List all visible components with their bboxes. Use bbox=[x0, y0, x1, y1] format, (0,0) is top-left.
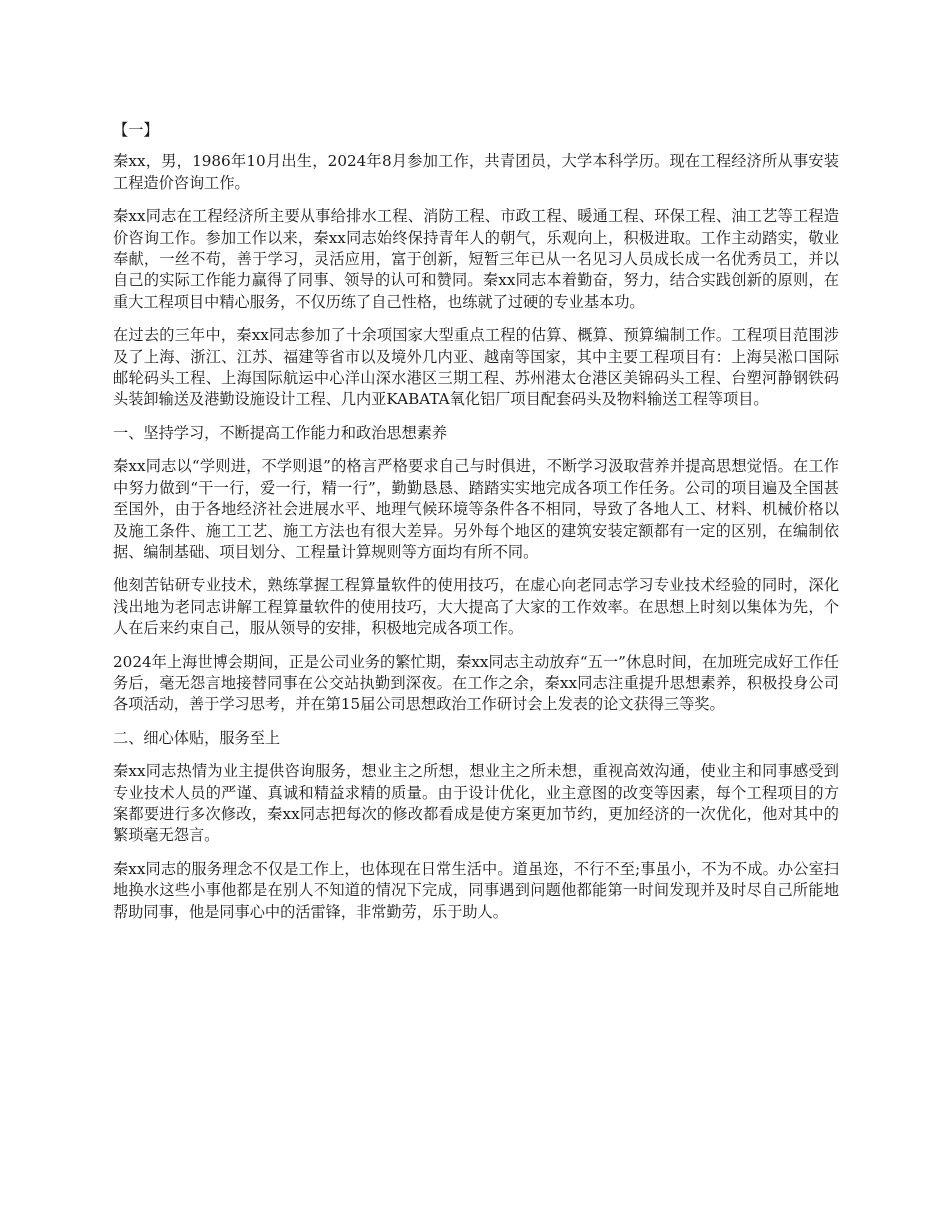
paragraph-study-2: 他刻苦钻研专业技术，熟练掌握工程算量软件的使用技巧，在虚心向老同志学习专业技术经验的同时，深化浅出地为老同志讲解工程算量软件的使用技巧，大大提高了大家的工作效率。在思想上时刻以集体为先，个人在后来约束自己，服从领导的安排，积极地完成各项工作。 bbox=[113, 576, 839, 638]
paragraph-service-1: 秦xx同志热情为业主提供咨询服务，想业主之所想，想业主之所未想，重视高效沟通，使业主和同事感受到专业技术人员的严谨、真诚和精益求精的质量。由于设计优化，业主意图的改变等因素，每个工程项目的方案都要进行多次修改，秦xx同志把每次的修改都看成是使方案更加节约，更加经济的一次优化，他对其中的繁琐毫无怨言。 bbox=[113, 762, 839, 845]
paragraph-work-overview: 秦xx同志在工程经济所主要从事给排水工程、消防工程、市政工程、暖通工程、环保工程、油工艺等工程造价咨询工作。参加工作以来，秦xx同志始终保持青年人的朝气，乐观向上，积极进取。工作主动踏实，敬业奉献，一丝不苟，善于学习，灵活应用，富于创新，短暂三年已从一名见习人员成长成一名优秀员工，并以自己的实际工作能力赢得了同事、领导的认可和赞同。秦xx同志本着勤奋，努力，结合实践创新的原则，在重大工程项目中精心服务，不仅历练了自己性格，也练就了过硬的专业基本功。 bbox=[113, 207, 839, 311]
paragraph-projects: 在过去的三年中，秦xx同志参加了十余项国家大型重点工程的估算、概算、预算编制工作。工程项目范围涉及了上海、浙江、江苏、福建等省市以及境外几内亚、越南等国家，其中主要工程项目有：上海吴淞口国际邮轮码头工程、上海国际航运中心洋山深水港区三期工程、苏州港太仓港区美锦码头工程、台塑河静钢铁码头装卸输送及港勤设施设计工程、几内亚KABATA氧化铝厂项目配套码头及物料输送工程等项目。 bbox=[113, 326, 839, 409]
paragraph-study-3: 2024年上海世博会期间，正是公司业务的繁忙期，秦xx同志主动放弃“五一”休息时间，在加班完成好工作任务后，毫无怨言地接替同事在公交站执勤到深夜。在工作之余，秦xx同志注重提升思想素养，积极投身公司各项活动，善于学习思考，并在第15届公司思想政治工作研讨会上发表的论文获得三等奖。 bbox=[113, 652, 839, 714]
section-title-study: 一、坚持学习，不断提高工作能力和政治思想素养 bbox=[113, 423, 448, 442]
document-heading: 【一】 bbox=[113, 121, 159, 139]
paragraph-service-2: 秦xx同志的服务理念不仅是工作上，也体现在日常生活中。道虽迩，不行不至;事虽小，不为不成。办公室扫地换水这些小事他都是在别人不知道的情况下完成，同事遇到问题他都能第一时间发现并及时尽自己所能地帮助同事，他是同事心中的活雷锋，非常勤劳，乐于助人。 bbox=[113, 859, 839, 921]
paragraph-intro: 秦xx，男，1986年10月出生，2024年8月参加工作，共青团员，大学本科学历。现在工程经济所从事安装工程造价咨询工作。 bbox=[113, 152, 839, 192]
document-page bbox=[113, 120, 839, 935]
section-title-service: 二、细心体贴，服务至上 bbox=[113, 728, 281, 747]
paragraph-study-1: 秦xx同志以“学则进，不学则退”的格言严格要求自己与时俱进，不断学习汲取营养并提高思想觉悟。在工作中努力做到“干一行，爱一行，精一行”，勤勤恳恳、踏踏实实地完成各项工作任务。公司的项目遍及全国甚至国外，由于各地经济社会进展水平、地理气候环境等条件各不相同，导致了各地人工、材料、机械价格以及施工条件、施工工艺、施工方法也有很大差异。另外每个地区的建筑安装定额都有一定的区别，在编制依据、编制基础、项目划分、工程量计算规则等方面均有所不同。 bbox=[113, 457, 839, 561]
